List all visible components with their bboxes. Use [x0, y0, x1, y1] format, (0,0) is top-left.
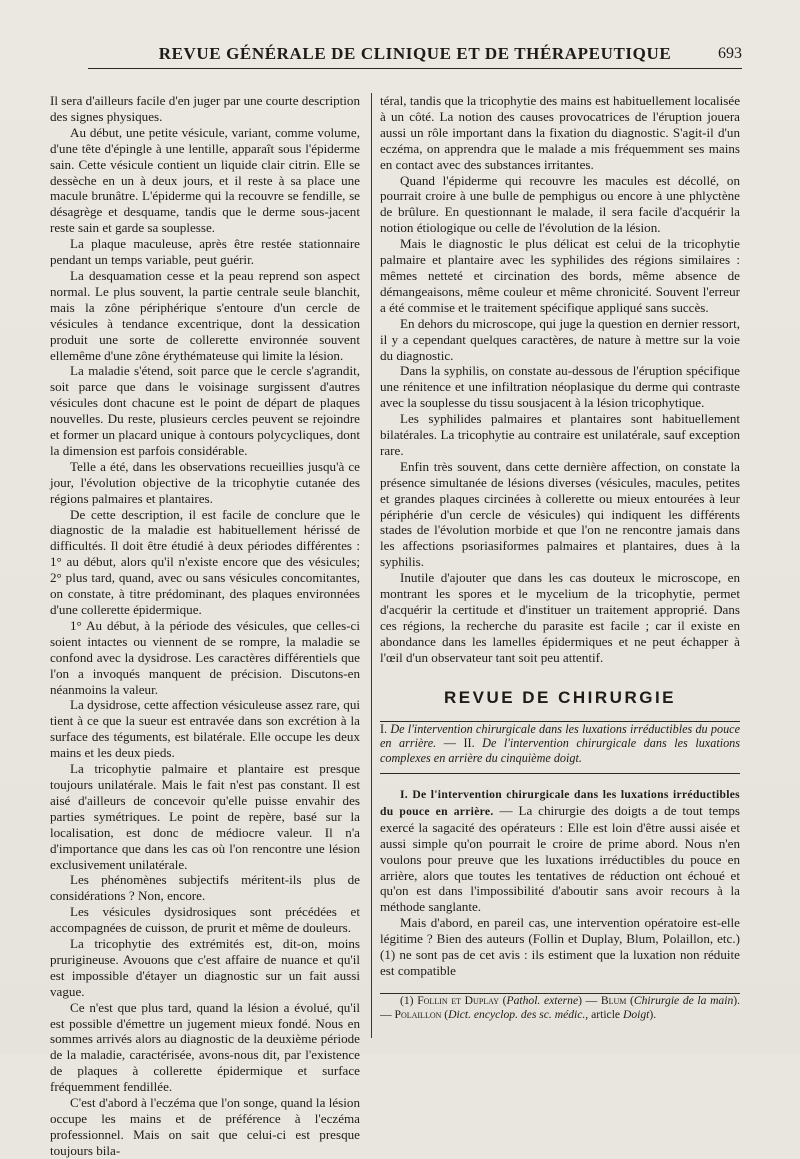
paragraph: La desquamation cesse et la peau reprend son aspect normal. Le plus souvent, la partie centrale seule blanchit, mais la zône périphérique s'entoure d'un cercle de vésicules à tendance excentrique, dont la dessication produit une sorte de collerette environnée souvent ellemême d'une zône érythémateuse qui limite la lésion. — [50, 267, 360, 363]
article-paragraph — [380, 786, 740, 915]
paragraph: C'est d'abord à l'eczéma que l'on songe, quand la lésion occupe les mains et de préférence à l'eczéma professionnel. Mais on sait que celui-ci est presque toujours bila- — [50, 1095, 360, 1158]
paragraph: En dehors du microscope, qui juge la question en dernier ressort, il y a cependant quelques caractères, de nature à mettre sur la voie du diagnostic. — [380, 315, 740, 363]
article-text: — La chirurgie des doigts a de tout temps exercé la sagacité des opérateurs : Elle est loin d'être aussi aisée et aussi simple qu'on pourrait le croire de prime abord. Nous n'en voulons pour preuve que les luxations irréductibles du pouce en arrière, alors que toutes les tentatives de réduction ont échoué et qu'on est dans l'impossibilité d'aboutir sans avoir recours à la méthode sanglante. — [380, 802, 740, 915]
paragraph: Les phénomènes subjectifs méritent-ils plus de considérations ? Non, encore. — [50, 872, 360, 904]
footnote-work: Pathol. externe — [506, 993, 579, 1007]
summary-separator: — II. — [443, 736, 475, 751]
summary-item-2: De l'intervention chirurgicale dans les luxations complexes en arrière du cinquième doigt. — [380, 736, 741, 765]
footnote-author: Follin et Duplay — [417, 993, 499, 1007]
footnote-article: , article — [585, 1007, 621, 1021]
paragraph: Ce n'est que plus tard, quand la lésion a évolué, qu'il est possible d'émettre un jugement mieux fondé. Nous en sommes arrivés alors au diagnostic de la deuxième période de la maladie, caractérisée, avons-nous dit, par l'existence de plaques à collerette épidermique et surface fréquemment fendillée. — [50, 999, 360, 1095]
journal-title: REVUE GÉNÉRALE DE CLINIQUE ET DE THÉRAPEUTIQUE — [158, 44, 672, 63]
paragraph: Enfin très souvent, dans cette dernière affection, on constate la présence simultanée de lésions diverses (vésicules, macules, petites et grandes plaques circinées à collerette ou mieux entourées à leur périphérie d'un cercle de vésicules) qui indiquent les différents stades de l'évolution morbide et que l'on ne rencontre jamais dans les affections psoriasiformes palmaires et plantaires, dues à la syphilis. — [380, 458, 740, 570]
article-subhead: I. De l'intervention chirurgicale dans les luxations irréductibles du pouce en arrière. — [380, 788, 740, 818]
footnote-marker: (1) — [400, 993, 414, 1007]
footnote-work: Chirurgie de la main — [633, 993, 734, 1007]
paragraph: Quand l'épiderme qui recouvre les macules est décollé, on pourrait croire à une bulle de pemphigus ou encore à une phlyctène de brûlure. En questionnant le malade, il sera facile d'acquérir la notion étiologique ou celle de l'évolution de la lésion. — [380, 172, 740, 236]
paragraph: Inutile d'ajouter que dans les cas douteux le microscope, en montrant les spores et le mycelium de la tricophytie, permet d'acquérir la certitude et d'instituer un traitement approprié. Dans ces régions, la recherche du parasite est facile ; car il existe en abondance dans les lamelles épidermiques et ne peut échapper à l'œil d'un observateur tant soit peu attentif. — [380, 570, 740, 665]
footnote-work: Doigt — [622, 1007, 650, 1021]
paragraph: Dans la syphilis, on constate au-dessous de l'éruption spécifique une rénitence et une infiltration néoplasique du derme qui contraste avec la souplesse du tissu sousjacent à la lésion tricophytique. — [380, 363, 740, 411]
paragraph: Au début, une petite vésicule, variant, comme volume, d'une tête d'épingle à une lentille, apparaît sous l'épiderme sain. Cette vésicule contient un liquide clair citrin. Elle se dessèche en un à deux jours, et il reste à sa place une macule brunâtre. L'épiderme qui la recouvre se fendille, se désagrège et desquame, tandis que le derme sous-jacent reste sain et garde sa souplesse. — [50, 124, 360, 236]
summary-item-1: De l'intervention chirurgicale dans les luxations irréductibles du pouce en arrière. — [380, 721, 740, 751]
paragraph: Mais le diagnostic le plus délicat est celui de la tricophytie palmaire et plantaire avec les syphilides des régions similaires : mêmes netteté et circination des bords, même absence de démangeaisons, même couleur et même chronicité. Souvent l'erreur a été commise et le traitement spécifique appliqué sans succès. — [380, 236, 740, 315]
column-divider — [371, 93, 372, 1038]
paragraph: téral, tandis que la tricophytie des mains est habituellement localisée à un côté. La notion des causes provocatrices de l'éruption jouera aussi un rôle important dans la fixation du diagnostic. S'agit-il d'un eczéma, on apprendra que le malade a mis fréquemment ses mains en contact avec des substances irritantes. — [380, 93, 740, 172]
paragraph: La maladie s'étend, soit parce que le cercle s'agrandit, soit parce que dans le voisinage surgissent d'autres vésicules dont chacune est le point de départ de plaques nouvelles. Du reste, plusieurs cercles peuvent se rejoindre et former un placard unique à contours polycycliques, dont la dimension est parfois considérable. — [50, 363, 360, 458]
paragraph: La tricophytie des extrémités est, dit-on, moins prurigineuse. Avouons que c'est affaire de nuance et qu'il est impossible d'étayer un diagnostic sur un fait aussi vague. — [50, 936, 360, 999]
paragraph: Telle a été, dans les observations recueillies jusqu'à ce jour, l'évolution objective de la tricophytie cutanée des régions palmaires et plantaires. — [50, 458, 360, 506]
summary-number: I. — [380, 721, 388, 736]
paragraph: Il sera d'ailleurs facile d'en juger par une courte description des signes physiques. — [50, 93, 360, 124]
left-column — [50, 93, 360, 1159]
section-title: REVUE DE CHIRURGIE — [443, 687, 677, 707]
paragraph: 1° Au début, à la période des vésicules, que celles-ci soient intactes ou viennent de se rompre, la maladie se confond avec la dysidrose. Les caractères différentiels que l'on a invoqués manquent de précision. Discutons-en néanmoins la valeur. — [50, 617, 360, 697]
paragraph: La tricophytie palmaire et plantaire est presque toujours unilatérale. Mais le fait n'est pas constant. Il est aisé d'ailleurs de concevoir qu'elle puisse envahir des parties symétriques. Le point de repère, basé sur la localisation, est donc de médiocre valeur. Il n'a d'importance que dans les cas où l'on rencontre une lésion exclusivement unilatérale. — [50, 761, 360, 872]
footnote-author: Blum — [600, 993, 627, 1007]
running-header — [88, 40, 742, 69]
paragraph: Les syphilides palmaires et plantaires sont habituellement bilatérales. La tricophytie au contraire est unilatérale, sauf exception rare. — [380, 411, 740, 458]
paragraph: La plaque maculeuse, après être restée stationnaire pendant un temps variable, peut guérir. — [50, 236, 360, 268]
right-column — [380, 93, 740, 1021]
footnote-author: Polaillon — [394, 1007, 442, 1021]
paragraph: La dysidrose, cette affection vésiculeuse assez rare, qui tient à ce que la sueur est entravée dans son excrétion à la surface des téguments, est bilatérale. Elle occupe les deux mains et les deux pieds. — [50, 697, 360, 761]
paragraph: De cette description, il est facile de conclure que le diagnostic de la maladie est habituellement hérissé de difficultés. Il doit être étudié à deux périodes différentes : 1° au début, alors qu'il n'existe encore que des vésicules; 2° plus tard, quand, avec ou sans vésicules concomitantes, on constate, à titre prédominant, des plaques environnées d'une collerette épidermique. — [50, 506, 360, 617]
footnote: (1) Follin et Duplay (Pathol. externe) — Blum (Chirurgie de la main). — Polaillon (Dict. encyclop. des sc. médic., article Doigt). — [380, 993, 741, 1021]
footnote-work: Dict. encyclop. des sc. médic. — [448, 1007, 586, 1021]
page-number: 693 — [718, 45, 742, 62]
article-paragraph: Mais d'abord, en pareil cas, une intervention opératoire est-elle légitime ? Bien des auteurs (Follin et Duplay, Blum, Polaillon, etc.) (1) ne sont pas de cet avis : ils estiment que la luxation non réduite est compatible — [380, 915, 740, 978]
section-summary — [380, 722, 740, 766]
summary-divider — [380, 773, 740, 774]
paragraph: Les vésicules dysidrosiques sont précédées et accompagnées de cuisson, de prurit et même de douleurs. — [50, 904, 360, 936]
